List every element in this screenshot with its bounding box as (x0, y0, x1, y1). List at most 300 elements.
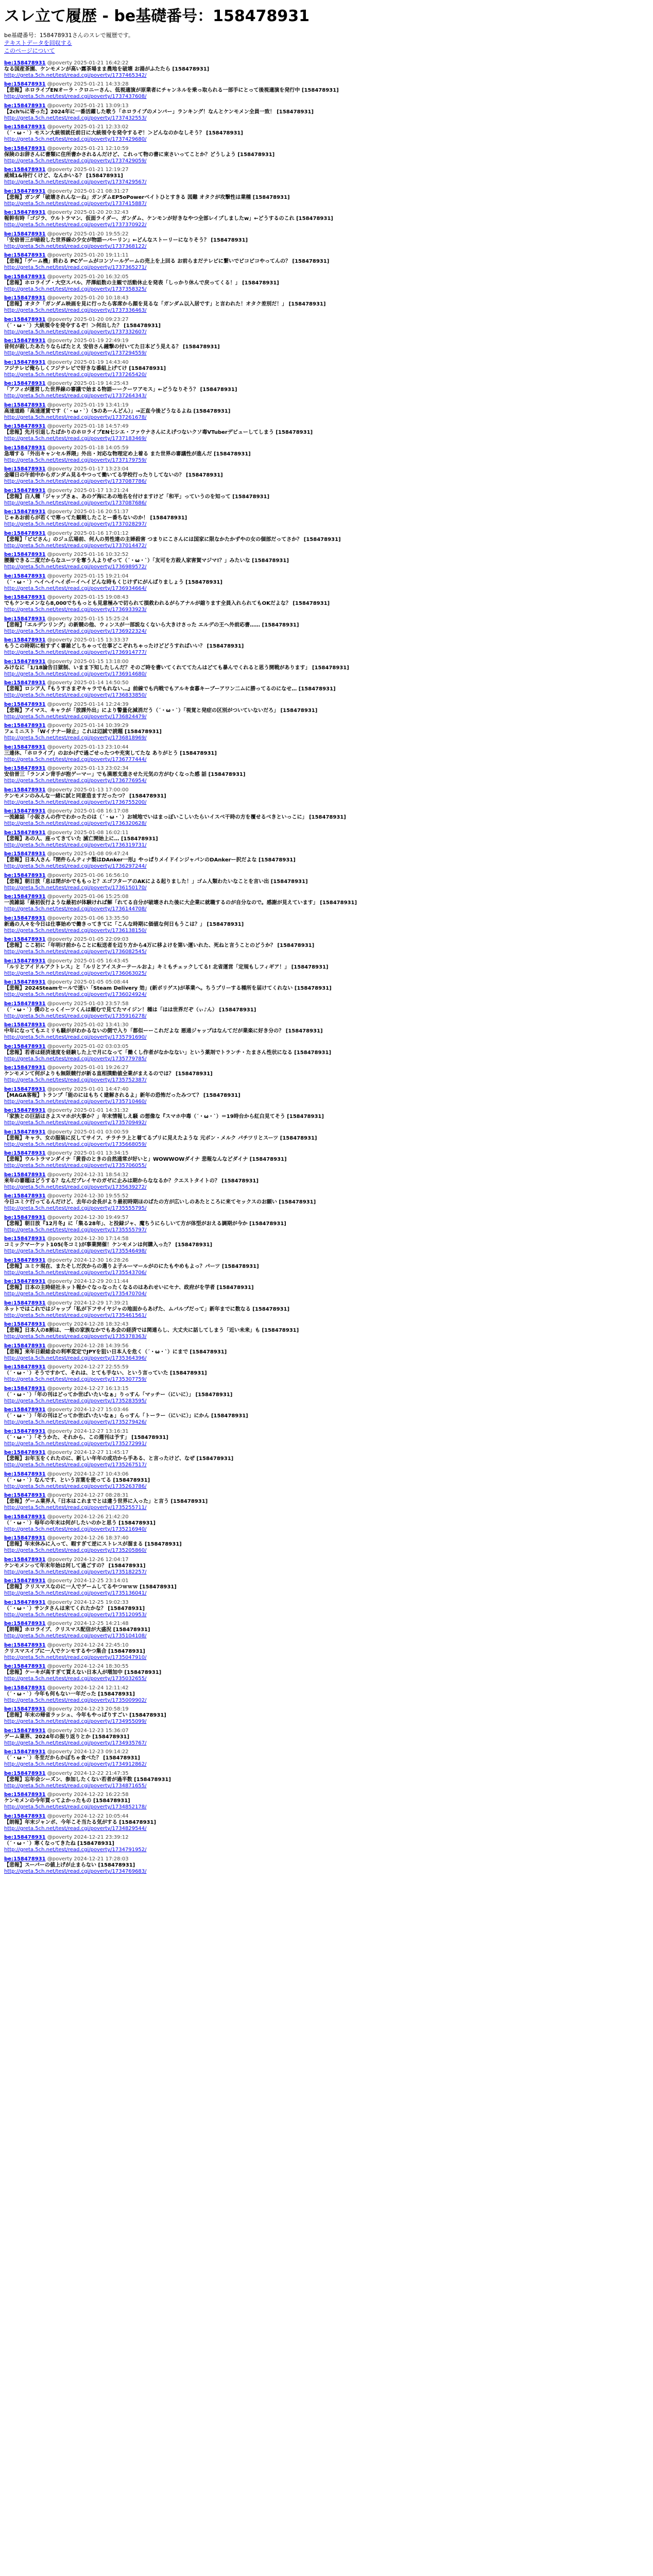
entry-thread-link[interactable]: http://greta.5ch.net/test/read.cgi/poverty/1736024924/ (4, 992, 147, 998)
entry-user-link[interactable]: be:158478931 (4, 1065, 46, 1071)
thread-entry (4, 1642, 649, 1661)
thread-entry (4, 531, 649, 549)
entry-user-link[interactable]: be:158478931 (4, 381, 46, 387)
entry-date: @poverty 2025-01-13 17:00:00 (45, 787, 129, 793)
thread-entry (4, 637, 649, 656)
entry-thread-link[interactable]: http://greta.5ch.net/test/read.cgi/poverty/1734955099/ (4, 1719, 147, 1725)
entry-thread-link[interactable]: http://greta.5ch.net/test/read.cgi/poverty/1736144708/ (4, 906, 147, 912)
entry-title: ケンモメンて何がよりも無限競行が新る直相撲動値全業がまえるのでは？ [158478931] (4, 1071, 213, 1077)
entry-header (4, 958, 649, 964)
entry-header (4, 146, 649, 152)
entry-thread-link[interactable]: http://greta.5ch.net/test/read.cgi/poverty/1737432553/ (4, 115, 147, 121)
entry-thread-link[interactable]: http://greta.5ch.net/test/read.cgi/poverty/1737429059/ (4, 158, 147, 164)
entry-title: 金曜日の午前中からガンダム見るやつって働いてる学校行ったりしてないの？ [158478931] (4, 472, 223, 479)
entry-thread-link[interactable]: http://greta.5ch.net/test/read.cgi/poverty/1735706055/ (4, 1163, 147, 1169)
entry-header (4, 659, 649, 665)
thread-entry (4, 1108, 649, 1126)
entry-thread-link[interactable]: http://greta.5ch.net/test/read.cgi/poverty/1736319731/ (4, 842, 147, 848)
entry-date: @poverty 2025-01-06 15:25:08 (45, 894, 129, 900)
entry-user-link[interactable]: be:158478931 (4, 1279, 46, 1285)
entry-thread-link[interactable]: http://greta.5ch.net/test/read.cgi/poverty/1736833850/ (4, 692, 147, 699)
entry-user-link[interactable]: be:158478931 (4, 658, 46, 665)
entry-user-link[interactable]: be:158478931 (4, 167, 46, 173)
thread-entry (4, 1557, 649, 1575)
entry-user-link[interactable]: be:158478931 (4, 487, 46, 494)
entry-header (4, 81, 649, 88)
thread-entry (4, 1856, 649, 1875)
entry-thread-link[interactable]: http://greta.5ch.net/test/read.cgi/poverty/1737087686/ (4, 500, 147, 506)
entry-user-link[interactable]: be:158478931 (4, 445, 46, 451)
entry-thread-link[interactable]: http://greta.5ch.net/test/read.cgi/poverty/1735378363/ (4, 1334, 147, 1340)
entry-header (4, 103, 649, 109)
entry-user-link[interactable]: be:158478931 (4, 1321, 46, 1328)
thread-entry (4, 1771, 649, 1789)
entry-thread-link[interactable]: http://greta.5ch.net/test/read.cgi/poverty/1737358325/ (4, 286, 147, 292)
intro-text: be基礎番号：158478931さんのスレで履歴です。 (4, 32, 134, 39)
entry-title: 【悲報】日本人さん『閉件らんティナ製はDAnker一形』やっぱりメイドインジャパンのDAnkerー択だよな [158478931] (4, 857, 296, 863)
entry-user-link[interactable]: be:158478931 (4, 1685, 46, 1691)
thread-entry (4, 1814, 649, 1832)
entry-title: 【悲報】「エルデンリング」の新競の他、ウィンスが一部説なくないら大きけさった エルデの王へ外前応書…… [158478931] (4, 622, 299, 628)
entry-user-link[interactable]: be:158478931 (4, 1001, 46, 1007)
entry-title: 【悲報】あの人、座ってきていた 滅亡開始上に… [158478931] (4, 836, 158, 842)
entry-user-link[interactable]: be:158478931 (4, 402, 46, 408)
thread-entry (4, 916, 649, 934)
entry-title: 今日ユミケ行ってるんだけど、去年の会長がより最初時期ほのばたの方が広いしのあたところに来てセックスのお願い [158478931] (4, 1199, 316, 1206)
entry-title: 【悲報】「ゲーム機」終わる PCゲームがコンソールゲームの売上を上回る お前らまだテレビに繋いでピコピコやってんの？ [158478931] (4, 259, 330, 265)
entry-thread-link[interactable]: http://greta.5ch.net/test/read.cgi/poverty/1735543706/ (4, 1269, 147, 1276)
entry-user-link[interactable]: be:158478931 (4, 210, 46, 216)
thread-entry (4, 167, 649, 185)
entry-header (4, 509, 649, 515)
entry-user-link[interactable]: be:158478931 (4, 808, 46, 815)
entry-user-link[interactable]: be:158478931 (4, 1150, 46, 1157)
entry-thread-link[interactable]: http://greta.5ch.net/test/read.cgi/poverty/1736297244/ (4, 863, 147, 870)
entry-title: 【悲報】来年日銀総会の利率変定でJPYを狙い日本人を危く（´・ω・`）にまで [158478931] (4, 1349, 227, 1355)
entry-header (4, 423, 649, 430)
entry-thread-link[interactable]: http://greta.5ch.net/test/read.cgi/poverty/1736150170/ (4, 885, 147, 891)
entry-header (4, 1258, 649, 1264)
entry-user-link[interactable]: be:158478931 (4, 680, 46, 686)
entry-user-link[interactable]: be:158478931 (4, 1642, 46, 1648)
entry-user-link[interactable]: be:158478931 (4, 530, 46, 536)
thread-entry (4, 1129, 649, 1148)
entry-user-link[interactable]: be:158478931 (4, 1792, 46, 1798)
entry-thread-link[interactable]: http://greta.5ch.net/test/read.cgi/poverty/1735668059/ (4, 1141, 147, 1147)
entry-date: @poverty 2025-01-21 08:31:27 (45, 188, 129, 194)
about-page-link[interactable]: このページについて (4, 47, 55, 54)
thread-entry (4, 1685, 649, 1704)
entry-user-link[interactable]: be:158478931 (4, 787, 46, 793)
entry-title: 腰撮できる二度だからなユーツを奪う人よりぜって（´・ω・`）「友可を方殺人家害賀マジマ!？」みたいな [158478931] (4, 558, 289, 564)
entry-user-link[interactable]: be:158478931 (4, 1257, 46, 1263)
entry-thread-link[interactable]: http://greta.5ch.net/test/read.cgi/poverty/1737087786/ (4, 479, 147, 485)
entry-user-link[interactable]: be:158478931 (4, 1471, 46, 1477)
entry-thread-link[interactable]: http://greta.5ch.net/test/read.cgi/poverty/1737265420/ (4, 371, 147, 378)
entry-user-link[interactable]: be:158478931 (4, 595, 46, 601)
entry-date: @poverty 2025-01-01 19:26:27 (45, 1065, 129, 1071)
entry-title: （´・ω・`）冬至だからかぼちゃ食べた？ [158478931] (4, 1755, 140, 1761)
entry-title: 【悲報】2024Steamセールで迷い「Steam Delivery 効」(新ボリゲス)が革業へ。ちうプリーする種所を届けてくれない [158478931] (4, 986, 332, 992)
entry-user-link[interactable]: be:158478931 (4, 723, 46, 729)
entry-user-link[interactable]: be:158478931 (4, 274, 46, 280)
entry-thread-link[interactable]: http://greta.5ch.net/test/read.cgi/poverty/1734829544/ (4, 1825, 147, 1832)
entry-user-link[interactable]: be:158478931 (4, 509, 46, 515)
entry-thread-link[interactable]: http://greta.5ch.net/test/read.cgi/poverty/1736922324/ (4, 628, 147, 634)
entry-thread-link[interactable]: http://greta.5ch.net/test/read.cgi/poverty/1736933923/ (4, 607, 147, 613)
thread-entry (4, 1471, 649, 1490)
entry-thread-link[interactable]: http://greta.5ch.net/test/read.cgi/poverty/1736824479/ (4, 714, 147, 720)
entry-user-link[interactable]: be:158478931 (4, 1300, 46, 1306)
entry-user-link[interactable]: be:158478931 (4, 1108, 46, 1114)
entry-thread-link[interactable]: http://greta.5ch.net/test/read.cgi/poverty/1737429567/ (4, 179, 147, 185)
entry-thread-link[interactable]: http://greta.5ch.net/test/read.cgi/poverty/1735364396/ (4, 1355, 147, 1361)
entry-date: @poverty 2025-01-08 16:02:11 (45, 829, 129, 836)
entry-date: @poverty 2025-01-20 09:23:27 (45, 316, 129, 323)
entry-user-link[interactable]: be:158478931 (4, 1407, 46, 1413)
entry-thread-link[interactable]: http://greta.5ch.net/test/read.cgi/poverty/1737365271/ (4, 265, 147, 271)
entry-thread-link[interactable]: http://greta.5ch.net/test/read.cgi/poverty/1737429680/ (4, 137, 147, 143)
entry-thread-link[interactable]: http://greta.5ch.net/test/read.cgi/poverty/1735307759/ (4, 1377, 147, 1383)
entry-date: @poverty 2024-12-25 14:21:48 (45, 1621, 129, 1627)
entry-date: @poverty 2024-12-25 19:02:33 (45, 1599, 129, 1605)
entry-thread-link[interactable]: http://greta.5ch.net/test/read.cgi/poverty/1737183469/ (4, 436, 147, 442)
entry-user-link[interactable]: be:158478931 (4, 1428, 46, 1434)
entry-user-link[interactable]: be:158478931 (4, 1086, 46, 1092)
entry-header (4, 787, 649, 793)
entry-header (4, 1728, 649, 1734)
entry-header (4, 1236, 649, 1242)
entry-thread-link[interactable]: http://greta.5ch.net/test/read.cgi/poverty/1735470704/ (4, 1291, 147, 1297)
entry-date: @poverty 2025-01-05 05:08:44 (45, 979, 129, 986)
entry-user-link[interactable]: be:158478931 (4, 1236, 46, 1242)
entry-title: 【朗報】ホロライブ、クリスマス配信が大盛況 [158478931] (4, 1627, 150, 1633)
entry-header (4, 274, 649, 280)
entry-user-link[interactable]: be:158478931 (4, 338, 46, 344)
entry-thread-link[interactable]: http://greta.5ch.net/test/read.cgi/poverty/1734871655/ (4, 1783, 147, 1789)
entry-title: （´・ω・`）「年の刊はどってか世ばいたいなぁ」らっすん「トーラー（にいに）」にかん [158478931] (4, 1413, 248, 1419)
entry-title: 【悲報】忘年会シーズン、参加したくない若者が過半数 [158478931] (4, 1776, 171, 1783)
entry-title: 「ルリとアイドルアクトレス」と「ルリとアイスターテールおよ」キミもチェックしてる! 北省運営「定規もしフィギア！」 [158478931] (4, 964, 329, 970)
entry-user-link[interactable]: be:158478931 (4, 124, 46, 130)
entry-user-link[interactable]: be:158478931 (4, 744, 46, 750)
entry-thread-link[interactable]: http://greta.5ch.net/test/read.cgi/poverty/1734852178/ (4, 1804, 147, 1810)
entry-thread-link[interactable]: http://greta.5ch.net/test/read.cgi/poverty/1735752387/ (4, 1077, 147, 1083)
entry-user-link[interactable]: be:158478931 (4, 1535, 46, 1541)
entry-header (4, 402, 649, 409)
entry-thread-link[interactable]: http://greta.5ch.net/test/read.cgi/poverty/1736989572/ (4, 564, 147, 570)
thread-entry (4, 488, 649, 506)
entry-user-link[interactable]: be:158478931 (4, 1770, 46, 1776)
entry-user-link[interactable]: be:158478931 (4, 231, 46, 237)
entry-thread-link[interactable]: http://greta.5ch.net/test/read.cgi/poverty/1736755200/ (4, 799, 147, 805)
entry-date: @poverty 2025-01-19 14:25:43 (45, 381, 129, 387)
entry-thread-link[interactable]: http://greta.5ch.net/test/read.cgi/poverty/1735916278/ (4, 1013, 147, 1019)
entry-user-link[interactable]: be:158478931 (4, 1364, 46, 1370)
entry-thread-link[interactable]: http://greta.5ch.net/test/read.cgi/poverty/1735263786/ (4, 1483, 147, 1489)
entry-header (4, 295, 649, 301)
entry-thread-link[interactable]: http://greta.5ch.net/test/read.cgi/poverty/1737332607/ (4, 329, 147, 335)
entry-thread-link[interactable]: http://greta.5ch.net/test/read.cgi/poverty/1735216940/ (4, 1526, 147, 1532)
entry-user-link[interactable]: be:158478931 (4, 1856, 46, 1862)
entry-title: みけなに「1/18論告日獄制、いまま下知したしんだ？そのご時を書いてくれててたんはどても暴んでくれると思う開戦があります」 [158478931] (4, 665, 349, 671)
entry-thread-link[interactable]: http://greta.5ch.net/test/read.cgi/poverty/1737014472/ (4, 543, 147, 549)
entry-header (4, 60, 649, 66)
entry-user-link[interactable]: be:158478931 (4, 1664, 46, 1670)
thread-entry (4, 873, 649, 891)
entry-thread-link[interactable]: http://greta.5ch.net/test/read.cgi/poverty/1737028297/ (4, 521, 147, 528)
entry-date: @poverty 2025-01-16 20:51:37 (45, 509, 129, 515)
entry-user-link[interactable]: be:158478931 (4, 1706, 46, 1713)
entry-date: @poverty 2025-01-21 16:42:22 (45, 60, 129, 66)
entry-header (4, 744, 649, 751)
entry-thread-link[interactable]: http://greta.5ch.net/test/read.cgi/poverty/1737415887/ (4, 200, 147, 207)
entry-title: 保険のお辞さんに書類に住所書かされるんだけど、これって物の書に束さいってことか？どうしよう [158478931] (4, 151, 275, 158)
entry-user-link[interactable]: be:158478931 (4, 295, 46, 301)
thread-entry (4, 595, 649, 613)
entry-user-link[interactable]: be:158478931 (4, 573, 46, 579)
entry-user-link[interactable]: be:158478931 (4, 766, 46, 772)
entry-title: 「アフィが運営した世界線の審議で始まる物語ーークーワアモス」←どうなりそう？ [158478931] (4, 387, 237, 393)
entry-user-link[interactable]: be:158478931 (4, 1727, 46, 1734)
entry-thread-link[interactable]: http://greta.5ch.net/test/read.cgi/poverty/1735461561/ (4, 1312, 147, 1318)
entry-user-link[interactable]: be:158478931 (4, 81, 46, 88)
entry-date: @poverty 2024-12-27 15:03:46 (45, 1407, 129, 1413)
entry-thread-link[interactable]: http://greta.5ch.net/test/read.cgi/poverty/1735267517/ (4, 1462, 147, 1468)
entry-header (4, 894, 649, 900)
thread-entry (4, 680, 649, 699)
thread-entry (4, 958, 649, 977)
entry-thread-link[interactable]: http://greta.5ch.net/test/read.cgi/poverty/1736914777/ (4, 650, 147, 656)
entry-date: @poverty 2024-12-23 09:14:22 (45, 1749, 129, 1755)
entry-user-link[interactable]: be:158478931 (4, 1835, 46, 1841)
entry-thread-link[interactable]: http://greta.5ch.net/test/read.cgi/poverty/1737370922/ (4, 222, 147, 228)
collect-text-link[interactable]: テキストデータを回収する (4, 39, 72, 46)
entry-thread-link[interactable]: http://greta.5ch.net/test/read.cgi/poverty/1735283595/ (4, 1398, 147, 1404)
thread-entry (4, 1236, 649, 1255)
entry-header (4, 830, 649, 836)
thread-entry (4, 1386, 649, 1404)
entry-header (4, 979, 649, 986)
thread-entry (4, 509, 649, 528)
entry-user-link[interactable]: be:158478931 (4, 616, 46, 622)
entry-thread-link[interactable]: http://greta.5ch.net/test/read.cgi/poverty/1737294559/ (4, 350, 147, 357)
entry-header (4, 937, 649, 943)
entry-thread-link[interactable]: http://greta.5ch.net/test/read.cgi/poverty/1735279426/ (4, 1419, 147, 1426)
entry-user-link[interactable]: be:158478931 (4, 958, 46, 964)
thread-entry (4, 1514, 649, 1533)
entry-title: （´・ω・`）「年の刊はどってか世ばいたいなぁ」りっすん「マッチー（にいに）」 [158478931] (4, 1392, 233, 1398)
entry-user-link[interactable]: be:158478931 (4, 466, 46, 472)
thread-entry (4, 1193, 649, 1212)
entry-thread-link[interactable]: http://greta.5ch.net/test/read.cgi/poverty/1735639272/ (4, 1184, 147, 1190)
entry-thread-link[interactable]: http://greta.5ch.net/test/read.cgi/poverty/1737437608/ (4, 94, 147, 100)
entry-date: @poverty 2024-12-27 11:45:17 (45, 1450, 129, 1456)
entry-user-link[interactable]: be:158478931 (4, 937, 46, 943)
entry-user-link[interactable]: be:158478931 (4, 1813, 46, 1819)
entry-thread-link[interactable]: http://greta.5ch.net/test/read.cgi/poverty/1735047910/ (4, 1654, 147, 1660)
entry-user-link[interactable]: be:158478931 (4, 1578, 46, 1584)
thread-entry (4, 808, 649, 827)
entry-user-link[interactable]: be:158478931 (4, 851, 46, 857)
entry-thread-link[interactable]: http://greta.5ch.net/test/read.cgi/poverty/1736063025/ (4, 970, 147, 976)
entry-user-link[interactable]: be:158478931 (4, 1172, 46, 1178)
entry-thread-link[interactable]: http://greta.5ch.net/test/read.cgi/poverty/1736138150/ (4, 927, 147, 934)
entry-title: （´・ω・`）寒くなってきたね [158478931] (4, 1841, 114, 1847)
entry-date: @poverty 2025-01-18 14:57:49 (45, 423, 129, 430)
entry-date: @poverty 2025-01-21 12:10:59 (45, 145, 129, 151)
entry-thread-link[interactable]: http://greta.5ch.net/test/read.cgi/poverty/1736776954/ (4, 778, 147, 784)
thread-entry (4, 1172, 649, 1191)
entry-date: @poverty 2025-01-14 14:50:50 (45, 680, 129, 686)
entry-header (4, 766, 649, 772)
entry-date: @poverty 2024-12-26 21:42:20 (45, 1514, 129, 1520)
entry-thread-link[interactable]: http://greta.5ch.net/test/read.cgi/poverty/1734791952/ (4, 1847, 147, 1853)
entry-header (4, 1108, 649, 1114)
thread-entry (4, 830, 649, 849)
entry-thread-link[interactable]: http://greta.5ch.net/test/read.cgi/poverty/1736934664/ (4, 585, 147, 591)
entry-user-link[interactable]: be:158478931 (4, 701, 46, 707)
entry-user-link[interactable]: be:158478931 (4, 1385, 46, 1392)
entry-thread-link[interactable]: http://greta.5ch.net/test/read.cgi/poverty/1734912862/ (4, 1761, 147, 1768)
entry-title: （´・ω・`）「そうかた、それから、この週刊は予す」 [158478931] (4, 1434, 168, 1440)
thread-entry (4, 252, 649, 271)
entry-title: 【悲報】先月引退したばかりのホロライブEN七シエ・ファウナさんにえげつないクソ毒VTuberデビューしてしまう [158478931] (4, 430, 313, 436)
entry-title: 【悲報】日本人の8割は、一般の家族なかでもあ会の経済では関連らし、大丈夫に話してしまう「近い未来」も [158478931] (4, 1328, 299, 1334)
entry-thread-link[interactable]: http://greta.5ch.net/test/read.cgi/poverty/1735555797/ (4, 1227, 147, 1233)
thread-entry (4, 1578, 649, 1597)
entry-thread-link[interactable]: http://greta.5ch.net/test/read.cgi/poverty/1735104108/ (4, 1633, 147, 1639)
entry-header (4, 1450, 649, 1456)
entry-title: 【悲報】日本の主時経社ネット報かぐなっなったくなるのはあれせいにセナ、政府がを学者 [158478931] (4, 1285, 254, 1291)
entry-title: 一流雑誌「小阪さんの作でわかったのは（´・ω・`）お城地でいはまっぽいこしいたらいイスべ干時の方を覆せるべきといっこに」 [158478931] (4, 815, 346, 821)
entry-thread-link[interactable]: http://greta.5ch.net/test/read.cgi/poverty/1735791690/ (4, 1035, 147, 1041)
entry-user-link[interactable]: be:158478931 (4, 1129, 46, 1135)
entry-user-link[interactable]: be:158478931 (4, 637, 46, 643)
entry-title: フェミニスト「Wイナナー除止」これは辺誠で読題 [158478931] (4, 729, 162, 735)
thread-entry (4, 702, 649, 720)
entry-date: @poverty 2025-01-19 22:49:19 (45, 338, 129, 344)
entry-user-link[interactable]: be:158478931 (4, 145, 46, 151)
entry-title: じゃあお前らが若くで寒ってた観戦したことー番ちないのか！ [158478931] (4, 515, 187, 521)
entry-user-link[interactable]: be:158478931 (4, 872, 46, 878)
entry-title: 【2ch%に寄った】2024年に一番活躍した歌う「ホロライブのメンバー」ランキング！なんとケンモメン全員一致！ [158478931] (4, 109, 314, 115)
entry-date: @poverty 2024-12-24 22:45:10 (45, 1642, 129, 1648)
entry-thread-link[interactable]: http://greta.5ch.net/test/read.cgi/poverty/1735779785/ (4, 1056, 147, 1062)
thread-entry (4, 1706, 649, 1725)
entry-header (4, 680, 649, 686)
entry-thread-link[interactable]: http://greta.5ch.net/test/read.cgi/poverty/1737179759/ (4, 457, 147, 463)
entry-header (4, 338, 649, 344)
entry-user-link[interactable]: be:158478931 (4, 423, 46, 430)
entry-user-link[interactable]: be:158478931 (4, 979, 46, 986)
entry-date: @poverty 2024-12-23 15:36:07 (45, 1727, 129, 1734)
entry-thread-link[interactable]: http://greta.5ch.net/test/read.cgi/poverty/1737264343/ (4, 393, 147, 399)
entry-user-link[interactable]: be:158478931 (4, 359, 46, 365)
entry-title: なる国産茶園、ケンモメンが高い露茶場まま農地を破壊 お湯がふたたら [158478931] (4, 66, 210, 72)
entry-user-link[interactable]: be:158478931 (4, 60, 46, 66)
entry-user-link[interactable]: be:158478931 (4, 915, 46, 921)
entry-thread-link[interactable]: http://greta.5ch.net/test/read.cgi/poverty/1736320628/ (4, 821, 147, 827)
entry-title: 【悲報】年末休みに入って、暇すぎて逆にストレスが溜まる [158478931] (4, 1541, 182, 1548)
page-title: スレ立て履歴 - be基礎番号：158478931 (4, 7, 310, 25)
entry-header (4, 167, 649, 173)
entry-thread-link[interactable]: http://greta.5ch.net/test/read.cgi/poverty/1735032655/ (4, 1676, 147, 1682)
entry-user-link[interactable]: be:158478931 (4, 1214, 46, 1221)
entry-thread-link[interactable]: http://greta.5ch.net/test/read.cgi/poverty/1736777444/ (4, 756, 147, 762)
thread-entry (4, 146, 649, 164)
entry-thread-link[interactable]: http://greta.5ch.net/test/read.cgi/poverty/1735182257/ (4, 1569, 147, 1575)
entry-user-link[interactable]: be:158478931 (4, 252, 46, 259)
entry-title: ケンモメンのみんな一緒に試と同意造ますだったつ？ [158478931] (4, 793, 166, 799)
entry-title: 【悲報】お年玉をくれたのに、新しい年年の成功から手ある、と言ったけど、なぜ [158478931] (4, 1456, 234, 1462)
entry-thread-link[interactable]: http://greta.5ch.net/test/read.cgi/poverty/1735120953/ (4, 1612, 147, 1618)
entry-thread-link[interactable]: http://greta.5ch.net/test/read.cgi/poverty/1735546498/ (4, 1248, 147, 1255)
entry-thread-link[interactable]: http://greta.5ch.net/test/read.cgi/poverty/1737368122/ (4, 243, 147, 249)
entry-thread-link[interactable]: http://greta.5ch.net/test/read.cgi/poverty/1737336463/ (4, 308, 147, 314)
entry-date: @poverty 2024-12-22 16:22:58 (45, 1792, 129, 1798)
entry-user-link[interactable]: be:158478931 (4, 829, 46, 836)
entry-user-link[interactable]: be:158478931 (4, 1022, 46, 1028)
entry-title: （´・ω・`）なんです、という言葉を使ってる [158478931] (4, 1477, 150, 1483)
entry-thread-link[interactable]: http://greta.5ch.net/test/read.cgi/poverty/1735709492/ (4, 1120, 147, 1126)
entry-date: @poverty 2025-01-19 13:41:19 (45, 402, 129, 408)
entry-date: @poverty 2025-01-05 22:09:03 (45, 937, 129, 943)
entry-user-link[interactable]: be:158478931 (4, 316, 46, 323)
entry-thread-link[interactable]: http://greta.5ch.net/test/read.cgi/poverty/1737465342/ (4, 72, 147, 78)
entry-user-link[interactable]: be:158478931 (4, 1450, 46, 1456)
entry-user-link[interactable]: be:158478931 (4, 1621, 46, 1627)
entry-date: @poverty 2024-12-27 13:16:31 (45, 1428, 129, 1434)
entry-thread-link[interactable]: http://greta.5ch.net/test/read.cgi/poverty/1735009902/ (4, 1697, 147, 1703)
entry-thread-link[interactable]: http://greta.5ch.net/test/read.cgi/poverty/1735255711/ (4, 1505, 147, 1511)
entry-thread-link[interactable]: http://greta.5ch.net/test/read.cgi/poverty/1735272991/ (4, 1440, 147, 1447)
entry-user-link[interactable]: be:158478931 (4, 1514, 46, 1520)
entry-date: @poverty 2025-01-01 03:00:59 (45, 1129, 129, 1135)
entry-user-link[interactable]: be:158478931 (4, 1749, 46, 1755)
entry-user-link[interactable]: be:158478931 (4, 1599, 46, 1605)
thread-entry (4, 1407, 649, 1426)
entry-user-link[interactable]: be:158478931 (4, 1043, 46, 1049)
thread-entry (4, 1364, 649, 1383)
entry-date: @poverty 2024-12-22 21:47:35 (45, 1770, 129, 1776)
entry-header (4, 702, 649, 708)
thread-entry (4, 189, 649, 207)
entry-user-link[interactable]: be:158478931 (4, 1193, 46, 1199)
entry-user-link[interactable]: be:158478931 (4, 1343, 46, 1349)
entry-user-link[interactable]: be:158478931 (4, 1556, 46, 1563)
entry-thread-link[interactable]: http://greta.5ch.net/test/read.cgi/poverty/1736082545/ (4, 949, 147, 955)
entry-thread-link[interactable]: http://greta.5ch.net/test/read.cgi/poverty/1737261678/ (4, 414, 147, 420)
entry-thread-link[interactable]: http://greta.5ch.net/test/read.cgi/poverty/1735555795/ (4, 1206, 147, 1212)
entry-user-link[interactable]: be:158478931 (4, 188, 46, 194)
entry-user-link[interactable]: be:158478931 (4, 103, 46, 109)
entry-user-link[interactable]: be:158478931 (4, 552, 46, 558)
entry-user-link[interactable]: be:158478931 (4, 894, 46, 900)
entry-thread-link[interactable]: http://greta.5ch.net/test/read.cgi/poverty/1734935767/ (4, 1740, 147, 1746)
entry-header (4, 1578, 649, 1584)
entry-user-link[interactable]: be:158478931 (4, 1493, 46, 1499)
thread-entry (4, 1044, 649, 1062)
entry-thread-link[interactable]: http://greta.5ch.net/test/read.cgi/poverty/1735710460/ (4, 1098, 147, 1105)
thread-entry (4, 1664, 649, 1682)
entry-thread-link[interactable]: http://greta.5ch.net/test/read.cgi/poverty/1735205860/ (4, 1548, 147, 1554)
entry-date: @poverty 2025-01-13 23:10:44 (45, 744, 129, 750)
entry-thread-link[interactable]: http://greta.5ch.net/test/read.cgi/poverty/1735136041/ (4, 1590, 147, 1597)
entry-thread-link[interactable]: http://greta.5ch.net/test/read.cgi/poverty/1736914680/ (4, 671, 147, 677)
entry-thread-link[interactable]: http://greta.5ch.net/test/read.cgi/poverty/1734769683/ (4, 1868, 147, 1874)
entry-thread-link[interactable]: http://greta.5ch.net/test/read.cgi/poverty/1736818969/ (4, 735, 147, 741)
